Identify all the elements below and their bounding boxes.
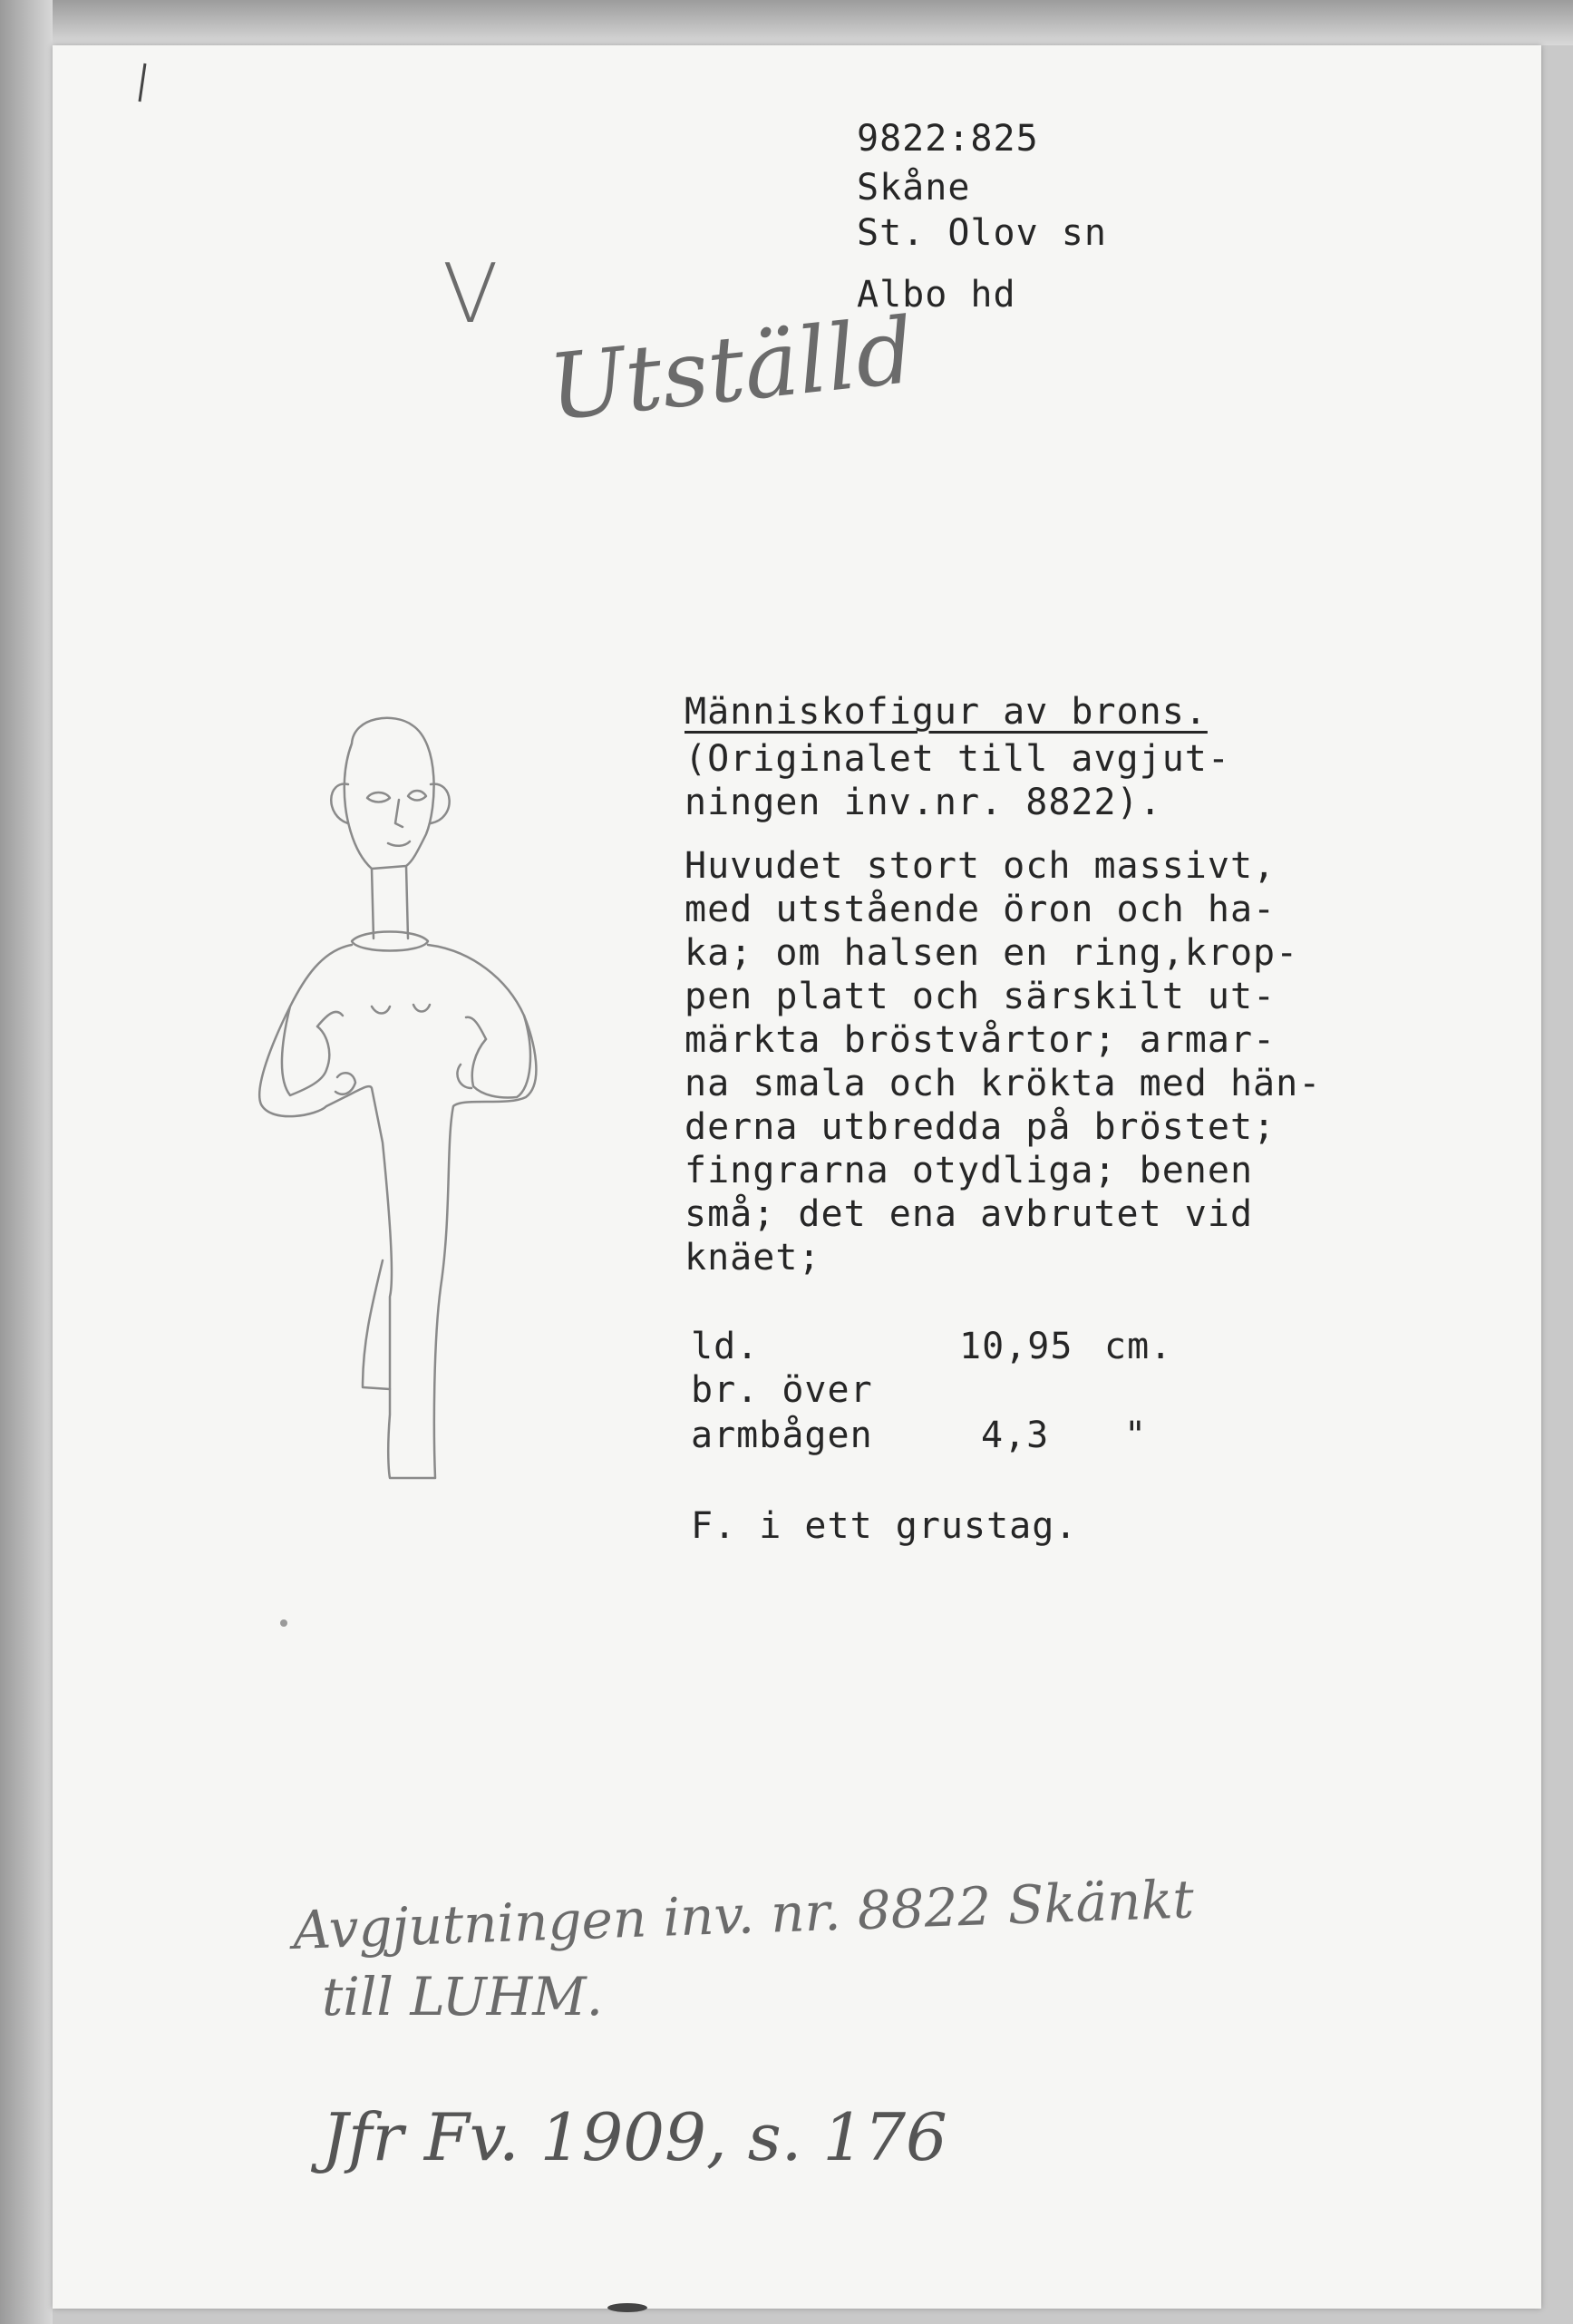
- body-line: märkta bröstvårtor; armar-: [685, 1019, 1277, 1061]
- handwritten-note-line1: Avgjutningen inv. nr. 8822 Skänkt: [292, 1868, 1195, 1961]
- body-line: fingrarna otydliga; benen: [685, 1150, 1254, 1191]
- parish: St. Olov sn: [857, 212, 1107, 254]
- body-line: na smala och krökta med hän-: [685, 1063, 1322, 1104]
- description-title: Människofigur av brons.: [685, 691, 1208, 733]
- body-line: med utstående öron och ha-: [685, 889, 1277, 930]
- measure-ld-label: ld.: [691, 1326, 760, 1367]
- body-line: små; det ena avbrutet vid: [685, 1193, 1254, 1235]
- measure-br-label: br. över: [691, 1369, 873, 1411]
- measure-br-label-2: armbågen: [691, 1415, 873, 1456]
- status-handwritten: Utställd: [544, 297, 919, 442]
- measure-br-unit: ": [1124, 1415, 1148, 1456]
- measure-ld-value: 10,95: [959, 1326, 1073, 1367]
- handwritten-reference: Jfr Fv. 1909, s. 176: [322, 2099, 947, 2175]
- measure-ld-unit: cm.: [1104, 1326, 1173, 1367]
- description-subtitle-2: ningen inv.nr. 8822).: [685, 782, 1162, 823]
- check-mark-handwritten: V: [442, 247, 499, 342]
- body-line: knäet;: [685, 1237, 821, 1279]
- body-line: Huvudet stort och massivt,: [685, 845, 1277, 887]
- find-note: F. i ett grustag.: [691, 1505, 1078, 1547]
- handwritten-note-line2: till LUHM.: [322, 1966, 604, 2027]
- body-line: ka; om halsen en ring,krop-: [685, 932, 1299, 974]
- body-line: derna utbredda på bröstet;: [685, 1106, 1277, 1148]
- province: Skåne: [857, 167, 971, 209]
- body-line: pen platt och särskilt ut-: [685, 976, 1277, 1017]
- inventory-number: 9822:825: [857, 118, 1039, 160]
- description-subtitle-1: (Originalet till avgjut-: [685, 738, 1230, 780]
- hundred: Albo hd: [857, 274, 1016, 316]
- measure-br-value: 4,3: [981, 1415, 1050, 1456]
